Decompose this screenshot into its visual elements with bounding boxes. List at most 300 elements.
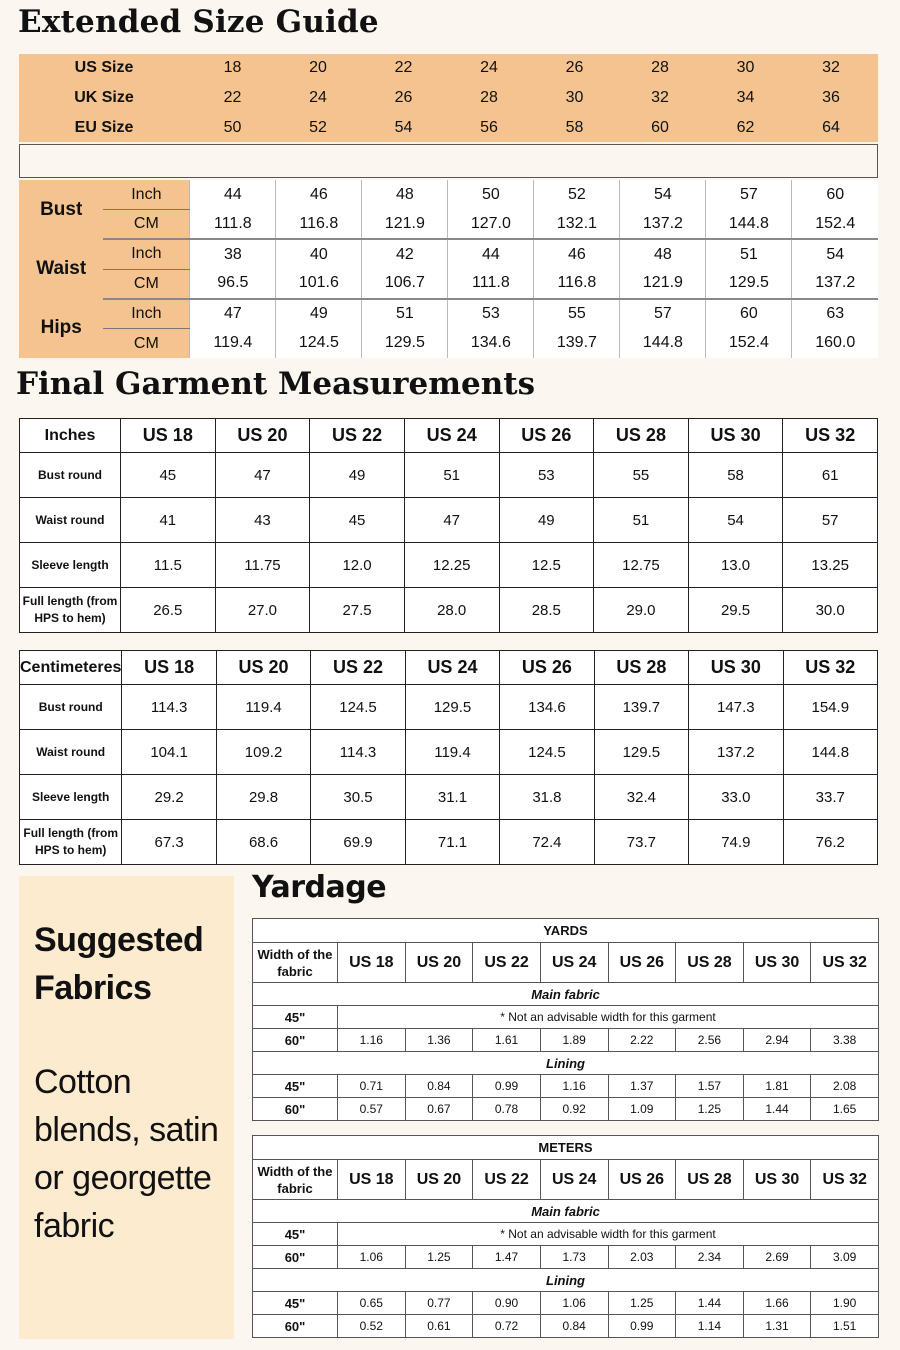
measurement-cell: 121.9 — [362, 210, 448, 240]
measurement-cell: 55 — [594, 453, 689, 498]
table-row — [19, 269, 878, 299]
measurement-cell: 40 — [276, 239, 362, 269]
fabric-width-label: 45" — [253, 1223, 338, 1246]
yardage-cell: 1.06 — [540, 1292, 608, 1315]
measurement-cell: 111.8 — [190, 210, 276, 240]
measurement-group-label: Waist — [19, 239, 103, 298]
table-row — [19, 299, 878, 329]
body-measurements-table — [19, 180, 878, 358]
header-row — [20, 419, 878, 453]
unit-label: Inch — [103, 180, 189, 210]
row-label: Full length (from HPS to hem) — [20, 588, 121, 633]
size-row — [19, 53, 878, 83]
size-column-header: US 28 — [594, 651, 688, 685]
size-value: 26 — [394, 89, 413, 106]
garment-measurements-title: Final Garment Measurements — [16, 366, 536, 402]
yardage-yards-table — [252, 918, 879, 1121]
size-column-header: US 18 — [338, 1160, 406, 1200]
yardage-cell: 1.73 — [540, 1246, 608, 1269]
measurement-cell: 137.2 — [620, 210, 706, 240]
measurement-cell: 139.7 — [534, 328, 620, 358]
size-column-header: US 24 — [540, 943, 608, 983]
yardage-cell: 0.57 — [338, 1098, 406, 1121]
section-row — [253, 1052, 879, 1075]
measurement-cell: 73.7 — [594, 820, 688, 865]
unit-label: Inch — [103, 239, 189, 269]
header-row — [253, 943, 879, 983]
measurement-cell: 49 — [310, 453, 405, 498]
size-value: 62 — [736, 119, 755, 136]
row-label: Waist round — [20, 498, 121, 543]
unit-label: CM — [103, 269, 189, 299]
table-row — [19, 328, 878, 358]
measurement-cell: 38 — [190, 239, 276, 269]
fabric-width-label: 60" — [253, 1029, 338, 1052]
measurement-cell: 54 — [792, 239, 878, 269]
size-value: 56 — [480, 119, 498, 136]
size-column-header: US 24 — [405, 651, 499, 685]
measurement-cell: 144.8 — [783, 730, 877, 775]
size-column-header: US 18 — [338, 943, 406, 983]
yardage-cell: 1.06 — [338, 1246, 406, 1269]
measurement-cell: 63 — [792, 299, 878, 329]
measurement-cell: 13.0 — [688, 543, 783, 588]
yardage-cell: 2.08 — [811, 1075, 879, 1098]
measurement-cell: 29.2 — [122, 775, 216, 820]
measurement-cell: 11.5 — [121, 543, 216, 588]
size-column-header: US 32 — [811, 943, 879, 983]
measurement-cell: 29.0 — [594, 588, 689, 633]
measurement-cell: 114.3 — [122, 685, 216, 730]
size-column-header: US 30 — [688, 419, 783, 453]
unit-label: CM — [103, 328, 189, 358]
measurement-cell: 76.2 — [783, 820, 877, 865]
size-column-header: US 32 — [811, 1160, 879, 1200]
unit-caption: YARDS — [253, 919, 879, 943]
size-value: 50 — [223, 119, 242, 136]
table-row — [253, 1246, 879, 1269]
yardage-cell: 0.99 — [473, 1075, 541, 1098]
size-column-header: US 24 — [540, 1160, 608, 1200]
advisory-note: * Not an advisable width for this garment — [338, 1223, 879, 1246]
size-column-header: US 30 — [743, 1160, 811, 1200]
measurement-cell: 33.7 — [783, 775, 877, 820]
measurement-cell: 51 — [362, 299, 448, 329]
yardage-meters-table — [252, 1135, 879, 1338]
size-value: 24 — [480, 59, 498, 76]
size-value: 36 — [822, 89, 840, 106]
measurement-cell: 147.3 — [689, 685, 783, 730]
size-guide-title: Extended Size Guide — [18, 4, 379, 40]
measurement-cell: 67.3 — [122, 820, 216, 865]
section-row — [253, 1269, 879, 1292]
section-title: Lining — [253, 1269, 879, 1292]
yardage-cell: 0.67 — [405, 1098, 473, 1121]
size-column-header: US 26 — [499, 419, 594, 453]
table-row — [253, 1315, 879, 1338]
size-value: 52 — [309, 119, 327, 136]
measurement-cell: 119.4 — [405, 730, 499, 775]
size-column-header: US 30 — [743, 943, 811, 983]
size-column-header: US 28 — [594, 419, 689, 453]
yardage-cell: 0.99 — [608, 1315, 676, 1338]
measurement-cell: 96.5 — [190, 269, 276, 299]
unit-label: Inch — [103, 299, 189, 329]
measurement-cell: 55 — [534, 299, 620, 329]
yardage-cell: 2.34 — [676, 1246, 744, 1269]
measurement-cell: 134.6 — [500, 685, 594, 730]
width-header: Width of the fabric — [253, 1160, 338, 1200]
size-column-header: US 28 — [676, 1160, 744, 1200]
size-value: 26 — [565, 59, 584, 76]
measurement-cell: 57 — [706, 180, 792, 210]
yardage-cell: 0.84 — [405, 1075, 473, 1098]
measurement-group-label: Bust — [19, 180, 103, 239]
measurement-cell: 28.5 — [499, 588, 594, 633]
yardage-cell: 0.78 — [473, 1098, 541, 1121]
caption-row — [253, 1136, 879, 1160]
yardage-cell: 1.90 — [811, 1292, 879, 1315]
table-row — [253, 1029, 879, 1052]
measurement-cell: 29.5 — [688, 588, 783, 633]
yardage-cell: 0.71 — [338, 1075, 406, 1098]
measurement-cell: 68.6 — [216, 820, 310, 865]
measurement-cell: 31.8 — [500, 775, 594, 820]
measurement-cell: 12.0 — [310, 543, 405, 588]
size-column-header: US 22 — [473, 1160, 541, 1200]
size-value: 30 — [736, 59, 755, 76]
measurement-cell: 129.5 — [362, 328, 448, 358]
measurement-cell: 144.8 — [706, 210, 792, 240]
size-value: 28 — [480, 89, 498, 106]
measurement-cell: 45 — [121, 453, 216, 498]
yardage-cell: 3.09 — [811, 1246, 879, 1269]
yardage-cell: 1.81 — [743, 1075, 811, 1098]
size-column-header: US 24 — [404, 419, 499, 453]
section-row — [253, 1200, 879, 1223]
measurement-cell: 53 — [448, 299, 534, 329]
measurement-cell: 27.0 — [215, 588, 310, 633]
row-label: Sleeve length — [20, 543, 121, 588]
yardage-cell: 1.89 — [540, 1029, 608, 1052]
size-column-header: US 30 — [689, 651, 783, 685]
measurement-cell: 41 — [121, 498, 216, 543]
measurement-cell: 44 — [190, 180, 276, 210]
table-row — [20, 820, 878, 865]
measurement-cell: 12.75 — [594, 543, 689, 588]
measurement-cell: 11.75 — [215, 543, 310, 588]
measurement-cell: 119.4 — [216, 685, 310, 730]
table-row — [253, 1223, 879, 1246]
table-row — [19, 239, 878, 269]
measurement-cell: 124.5 — [311, 685, 405, 730]
size-column-header: US 22 — [310, 419, 405, 453]
row-label: Full length (from HPS to hem) — [20, 820, 122, 865]
fabric-width-label: 45" — [253, 1006, 338, 1029]
table-row — [253, 1098, 879, 1121]
measurement-cell: 104.1 — [122, 730, 216, 775]
size-column-header: US 20 — [405, 943, 473, 983]
measurement-cell: 127.0 — [448, 210, 534, 240]
measurement-cell: 46 — [534, 239, 620, 269]
section-title: Main fabric — [253, 1200, 879, 1223]
measurement-cell: 137.2 — [792, 269, 878, 299]
measurement-cell: 61 — [783, 453, 878, 498]
fabric-width-label: 45" — [253, 1075, 338, 1098]
size-value: 54 — [394, 119, 413, 136]
measurement-cell: 29.8 — [216, 775, 310, 820]
yardage-cell: 0.61 — [405, 1315, 473, 1338]
yardage-cell: 2.56 — [676, 1029, 744, 1052]
table-row — [20, 730, 878, 775]
fabric-width-label: 60" — [253, 1098, 338, 1121]
table-row — [253, 1006, 879, 1029]
measurement-cell: 154.9 — [783, 685, 877, 730]
yardage-cell: 1.25 — [676, 1098, 744, 1121]
measurement-cell: 58 — [688, 453, 783, 498]
size-column-header: US 28 — [676, 943, 744, 983]
size-column-header: US 20 — [215, 419, 310, 453]
measurement-cell: 48 — [620, 239, 706, 269]
measurement-cell: 129.5 — [405, 685, 499, 730]
size-row-label: US Size — [74, 59, 134, 76]
measurement-cell: 47 — [404, 498, 499, 543]
measurement-cell: 114.3 — [311, 730, 405, 775]
yardage-cell: 2.94 — [743, 1029, 811, 1052]
measurement-cell: 129.5 — [594, 730, 688, 775]
unit-corner-header: Inches — [20, 419, 121, 453]
yardage-cell: 1.36 — [405, 1029, 473, 1052]
measurement-cell: 144.8 — [620, 328, 706, 358]
row-label: Waist round — [20, 730, 122, 775]
size-value: 32 — [822, 59, 840, 76]
unit-caption: METERS — [253, 1136, 879, 1160]
size-value: 22 — [394, 59, 413, 76]
measurement-cell: 152.4 — [706, 328, 792, 358]
table-row — [19, 180, 878, 210]
measurement-cell: 119.4 — [190, 328, 276, 358]
size-column-header: US 32 — [783, 651, 877, 685]
yardage-cell: 1.44 — [743, 1098, 811, 1121]
measurement-cell: 111.8 — [448, 269, 534, 299]
measurement-cell: 60 — [792, 180, 878, 210]
yardage-cell: 1.16 — [540, 1075, 608, 1098]
measurement-cell: 132.1 — [534, 210, 620, 240]
header-row — [20, 651, 878, 685]
measurement-cell: 52 — [534, 180, 620, 210]
size-column-header: US 32 — [783, 419, 878, 453]
yardage-cell: 0.84 — [540, 1315, 608, 1338]
yardage-cell: 0.77 — [405, 1292, 473, 1315]
measurement-cell: 60 — [706, 299, 792, 329]
size-value: 32 — [651, 89, 669, 106]
yardage-cell: 0.65 — [338, 1292, 406, 1315]
yardage-cell: 1.16 — [338, 1029, 406, 1052]
table-row — [20, 685, 878, 730]
measurement-cell: 101.6 — [276, 269, 362, 299]
size-value: 30 — [565, 89, 584, 106]
measurement-cell: 32.4 — [594, 775, 688, 820]
measurement-cell: 74.9 — [689, 820, 783, 865]
yardage-cell: 3.38 — [811, 1029, 879, 1052]
table-row — [20, 775, 878, 820]
measurement-cell: 45 — [310, 498, 405, 543]
measurement-cell: 49 — [276, 299, 362, 329]
yardage-cell: 0.52 — [338, 1315, 406, 1338]
measurement-cell: 57 — [783, 498, 878, 543]
measurement-cell: 31.1 — [405, 775, 499, 820]
measurement-cell: 106.7 — [362, 269, 448, 299]
suggested-fabrics-panel — [19, 876, 234, 1339]
size-column-header: US 18 — [121, 419, 216, 453]
measurement-cell: 12.5 — [499, 543, 594, 588]
yardage-cell: 1.61 — [473, 1029, 541, 1052]
yardage-cell: 1.65 — [811, 1098, 879, 1121]
measurement-cell: 121.9 — [620, 269, 706, 299]
size-value: 64 — [822, 119, 840, 136]
measurement-cell: 57 — [620, 299, 706, 329]
yardage-cell: 1.14 — [676, 1315, 744, 1338]
measurement-cell: 69.9 — [311, 820, 405, 865]
size-value: 58 — [565, 119, 584, 136]
size-column-header: US 26 — [500, 651, 594, 685]
row-label: Bust round — [20, 685, 122, 730]
measurement-cell: 30.0 — [783, 588, 878, 633]
section-title: Lining — [253, 1052, 879, 1075]
size-column-header: US 26 — [608, 1160, 676, 1200]
suggested-fabrics-text: Cotton blends, satin or georgette fabric — [34, 1063, 219, 1245]
size-value: 20 — [309, 59, 327, 76]
spacer-box — [19, 144, 878, 178]
measurement-cell: 51 — [706, 239, 792, 269]
yardage-cell: 1.37 — [608, 1075, 676, 1098]
garment-inches-table — [19, 418, 878, 633]
size-row — [19, 113, 878, 143]
yardage-cell: 0.72 — [473, 1315, 541, 1338]
yardage-cell: 1.09 — [608, 1098, 676, 1121]
garment-cm-table — [19, 650, 878, 865]
measurement-cell: 53 — [499, 453, 594, 498]
table-row — [19, 210, 878, 240]
size-value: 28 — [651, 59, 669, 76]
measurement-cell: 50 — [448, 180, 534, 210]
measurement-cell: 51 — [404, 453, 499, 498]
measurement-cell: 54 — [620, 180, 706, 210]
fabric-width-label: 45" — [253, 1292, 338, 1315]
measurement-cell: 134.6 — [448, 328, 534, 358]
measurement-cell: 30.5 — [311, 775, 405, 820]
size-value: 18 — [223, 59, 242, 76]
measurement-cell: 46 — [276, 180, 362, 210]
measurement-cell: 54 — [688, 498, 783, 543]
table-row — [20, 543, 878, 588]
size-column-header: US 22 — [473, 943, 541, 983]
size-value: 60 — [651, 119, 669, 136]
measurement-cell: 71.1 — [405, 820, 499, 865]
fabric-width-label: 60" — [253, 1315, 338, 1338]
measurement-cell: 160.0 — [792, 328, 878, 358]
header-row — [253, 1160, 879, 1200]
size-conversion-block — [19, 54, 878, 142]
section-title: Main fabric — [253, 983, 879, 1006]
size-row-label: UK Size — [74, 89, 134, 106]
measurement-cell: 33.0 — [689, 775, 783, 820]
size-column-header: US 22 — [311, 651, 405, 685]
yardage-cell: 2.03 — [608, 1246, 676, 1269]
table-row — [20, 588, 878, 633]
table-row — [253, 1075, 879, 1098]
measurement-group-label: Hips — [19, 299, 103, 358]
measurement-cell: 48 — [362, 180, 448, 210]
yardage-cell: 1.66 — [743, 1292, 811, 1315]
measurement-cell: 49 — [499, 498, 594, 543]
width-header: Width of the fabric — [253, 943, 338, 983]
measurement-cell: 124.5 — [276, 328, 362, 358]
yardage-cell: 0.90 — [473, 1292, 541, 1315]
measurement-cell: 47 — [190, 299, 276, 329]
size-column-header: US 20 — [216, 651, 310, 685]
yardage-cell: 1.47 — [473, 1246, 541, 1269]
measurement-cell: 109.2 — [216, 730, 310, 775]
yardage-cell: 1.57 — [676, 1075, 744, 1098]
advisory-note: * Not an advisable width for this garment — [338, 1006, 879, 1029]
measurement-cell: 43 — [215, 498, 310, 543]
measurement-cell: 152.4 — [792, 210, 878, 240]
measurement-cell: 26.5 — [121, 588, 216, 633]
yardage-cell: 0.92 — [540, 1098, 608, 1121]
row-label: Sleeve length — [20, 775, 122, 820]
measurement-cell: 42 — [362, 239, 448, 269]
suggested-fabrics-heading: Suggested Fabrics — [34, 921, 204, 1007]
measurement-cell: 28.0 — [404, 588, 499, 633]
measurement-cell: 116.8 — [534, 269, 620, 299]
measurement-cell: 137.2 — [689, 730, 783, 775]
yardage-cell: 1.44 — [676, 1292, 744, 1315]
yardage-cell: 1.51 — [811, 1315, 879, 1338]
yardage-cell: 1.25 — [405, 1246, 473, 1269]
table-row — [20, 498, 878, 543]
size-value: 34 — [736, 89, 755, 106]
size-row — [19, 83, 878, 113]
measurement-cell: 47 — [215, 453, 310, 498]
yardage-title: Yardage — [252, 870, 387, 905]
unit-label: CM — [103, 210, 189, 240]
measurement-cell: 129.5 — [706, 269, 792, 299]
measurement-cell: 13.25 — [783, 543, 878, 588]
table-row — [20, 453, 878, 498]
measurement-cell: 12.25 — [404, 543, 499, 588]
size-value: 24 — [309, 89, 327, 106]
unit-corner-header: Centimeteres — [20, 651, 122, 685]
table-row — [253, 1292, 879, 1315]
measurement-cell: 51 — [594, 498, 689, 543]
size-column-header: US 20 — [405, 1160, 473, 1200]
measurement-cell: 139.7 — [594, 685, 688, 730]
size-value: 22 — [223, 89, 242, 106]
size-row-label: EU Size — [74, 119, 134, 136]
fabric-width-label: 60" — [253, 1246, 338, 1269]
yardage-cell: 2.69 — [743, 1246, 811, 1269]
measurement-cell: 124.5 — [500, 730, 594, 775]
yardage-cell: 1.31 — [743, 1315, 811, 1338]
section-row — [253, 983, 879, 1006]
measurement-cell: 44 — [448, 239, 534, 269]
row-label: Bust round — [20, 453, 121, 498]
caption-row — [253, 919, 879, 943]
yardage-cell: 2.22 — [608, 1029, 676, 1052]
measurement-cell: 116.8 — [276, 210, 362, 240]
measurement-cell: 72.4 — [500, 820, 594, 865]
